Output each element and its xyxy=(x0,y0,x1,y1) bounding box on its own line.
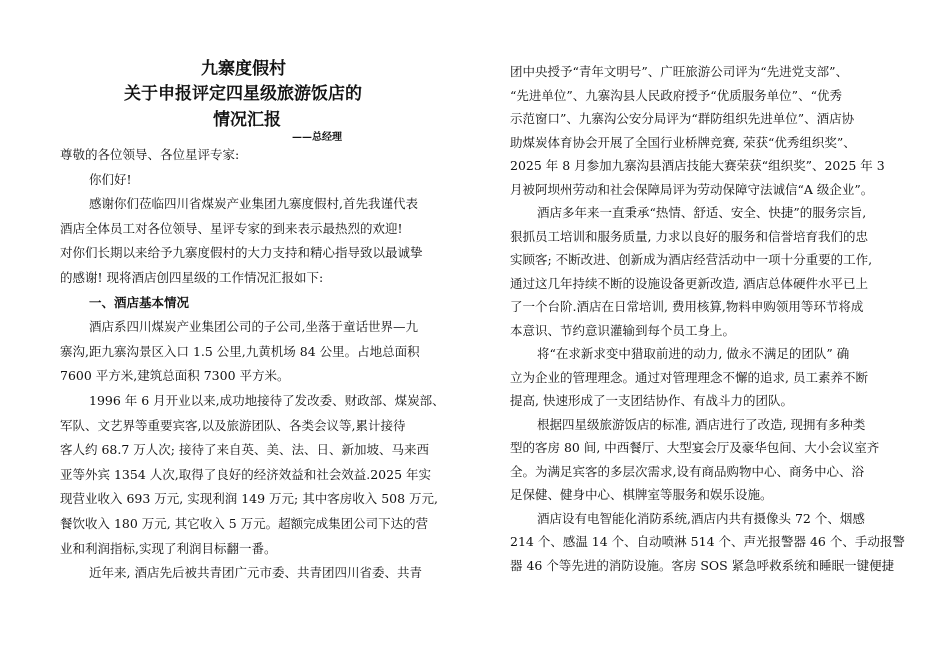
paragraph-line: 亚等外宾 1354 人次,取得了良好的经济效益和社会效益.2025 年实 xyxy=(60,466,431,482)
paragraph-line: 酒店全体员工对各位领导、星评专家的到来表示最热烈的欢迎! xyxy=(60,220,403,236)
greeting: 你们好! xyxy=(89,171,132,187)
signature: ——总经理 xyxy=(292,132,342,143)
paragraph-line: 器 46 个等先进的消防设施。客房 SOS 紧急呼救系统和睡眠一键便捷 xyxy=(510,557,895,573)
paragraph-line: 的感谢! 现将酒店创四星级的工作情况汇报如下: xyxy=(60,270,324,285)
paragraph-line: 酒店系四川煤炭产业集团公司的子公司,坐落于童话世界—九 xyxy=(89,319,418,335)
paragraph-line: 通过这几年持续不断的设施设备更新改造, 酒店总体硬件水平已上 xyxy=(510,275,868,291)
paragraph-line: 近年来, 酒店先后被共青团广元市委、共青团四川省委、共青 xyxy=(89,565,422,581)
paragraph-line: 对你们长期以来给予九寨度假村的大力支持和精心指导致以最诚挚 xyxy=(60,245,423,261)
paragraph-line: 酒店设有电智能化消防系统,酒店内共有摄像头 72 个、烟感 xyxy=(537,510,865,526)
paragraph-line: 餐饮收入 180 万元, 其它收入 5 万元。超额完成集团公司下达的营 xyxy=(60,516,429,531)
paragraph-line: 立为企业的管理理念。通过对管理理念不懈的追求, 员工素养不断 xyxy=(510,369,868,385)
paragraph-line: 现营业收入 693 万元, 实现利润 149 万元; 其中客房收入 508 万元, xyxy=(60,491,439,507)
paragraph-line: 型的客房 80 间, 中西餐厅、大型宴会厅及豪华包间、大小会议室齐 xyxy=(510,440,880,455)
paragraph-line: 酒店多年来一直秉承“热情、舒适、安全、快捷”的服务宗旨, xyxy=(537,205,867,220)
paragraph-line: 客人约 68.7 万人次; 接待了来自英、美、法、日、新加坡、马来西 xyxy=(60,442,429,458)
section-heading: 一、酒店基本情况 xyxy=(89,294,190,310)
paragraph-line: 提高, 快速形成了一支团结协作、有战斗力的团队。 xyxy=(510,393,793,408)
title-line: 情况汇报 xyxy=(213,110,281,130)
paragraph-line: 寨沟,距九寨沟景区入口 1.5 公里,九黄机场 84 公里。占地总面积 xyxy=(60,343,420,359)
paragraph-line: 足保健、健身中心、棋牌室等服务和娱乐设施。 xyxy=(510,487,773,502)
salutation: 尊敬的各位领导、各位星评专家: xyxy=(60,147,240,162)
paragraph-line: 了一个台阶.酒店在日常培训, 费用核算,物料申购领用等环节将成 xyxy=(510,299,864,314)
paragraph-line: 业和利润指标,实现了利润目标翻一番。 xyxy=(60,540,277,556)
paragraph-line: 示范窗口”、九寨沟公安分局评为“群防组织先进单位”、酒店协 xyxy=(510,111,855,126)
paragraph-line: 根据四星级旅游饭店的标准, 酒店进行了改造, 现拥有多种类 xyxy=(537,416,866,432)
paragraph-line: 1996 年 6 月开业以来,成功地接待了发改委、财政部、煤炭部、 xyxy=(89,393,445,408)
paragraph-line: “先进单位”、九寨沟县人民政府授予“优质服务单位”、“优秀 xyxy=(510,87,842,103)
paragraph-line: 实顾客; 不断改进、创新成为酒店经营活动中一项十分重要的工作, xyxy=(510,252,873,267)
paragraph-line: 本意识、节约意识灌输到每个员工身上。 xyxy=(510,322,736,338)
paragraph-line: 月被阿坝州劳动和社会保障局评为劳动保障守法诚信“A 级企业”。 xyxy=(510,181,874,197)
paragraph-line: 团中央授予“青年文明号”、广旺旅游公司评为“先进党支部”、 xyxy=(510,64,849,79)
title-line: 关于申报评定四星级旅游饭店的 xyxy=(124,84,362,104)
paragraph-line: 助煤炭体育协会开展了全国行业桥牌竞赛, 荣获“优秀组织奖”、 xyxy=(510,134,856,150)
paragraph-line: 全。为满足宾客的多层次需求,设有商品购物中心、商务中心、浴 xyxy=(510,463,864,479)
paragraph-line: 214 个、感温 14 个、自动喷淋 514 个、声光报警器 46 个、手动报警 xyxy=(510,534,905,549)
paragraph-line: 7600 平方米,建筑总面积 7300 平方米。 xyxy=(60,368,290,384)
paragraph-line: 将“在求新求变中猎取前进的动力, 做永不满足的团队” 确 xyxy=(537,346,850,361)
paragraph-line: 感谢你们莅临四川省煤炭产业集团九寨度假村,首先我谨代表 xyxy=(89,196,418,212)
paragraph-line: 狠抓员工培训和服务质量, 力求以良好的服务和信誉培育我们的忠 xyxy=(510,228,868,244)
title-line: 九寨度假村 xyxy=(201,59,286,79)
paragraph-line: 2025 年 8 月参加九寨沟县酒店技能大赛荣获“组织奖”、2025 年 3 xyxy=(510,158,885,173)
paragraph-line: 军队、文艺界等重要宾客,以及旅游团队、各类会议等,累计接待 xyxy=(60,417,406,433)
